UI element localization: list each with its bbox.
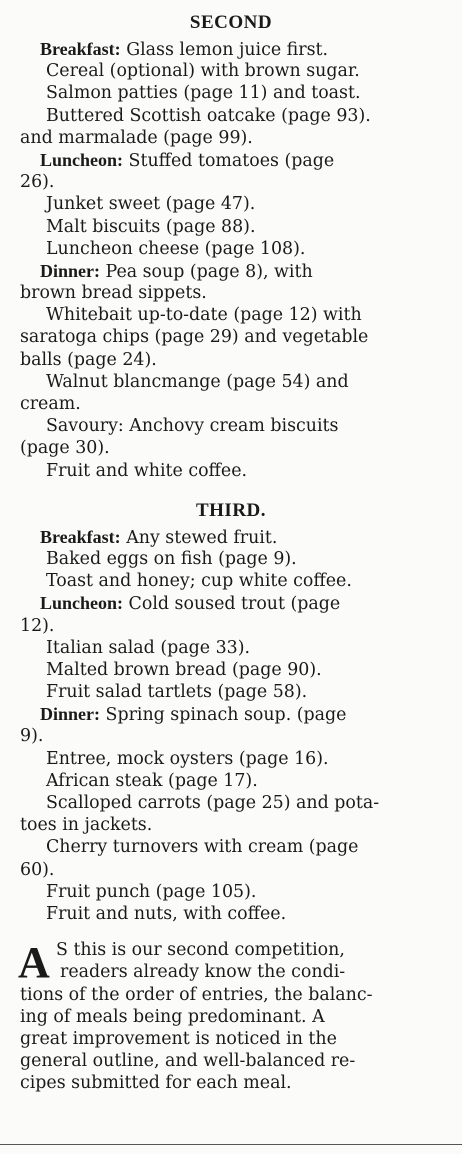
menu-line: toes in jackets. [20,815,153,836]
menu-line: 60). [20,859,55,880]
menu-line: (page 30). [20,438,110,459]
menu-line: Fruit salad tartlets (page 58). [46,682,308,703]
menu-line: Entree, mock oysters (page 16). [46,748,329,769]
luncheon-line [0,149,462,171]
intro-line: tions of the order of entries, the balanc- [20,984,373,1005]
menu-line: Luncheon cheese (page 108). [46,238,306,259]
menu-line: Walnut blancmange (page 54) and [46,371,349,392]
breakfast-text: Any stewed fruit. [120,527,278,548]
menu-line: Italian salad (page 33). [46,637,251,658]
dinner-label: Dinner: [40,260,100,281]
menu-line: Fruit punch (page 105). [46,881,257,902]
luncheon-text: Cold soused trout (page [123,594,341,615]
menu-line: 26). [20,172,55,193]
intro-line: ing of meals being predominant. A [20,1006,325,1027]
menu-line: Savoury: Anchovy cream biscuits [46,416,339,437]
menu-line: Salmon patties (page 11) and toast. [46,83,361,104]
dinner-line [0,703,462,725]
section-heading-second: SECOND [189,12,273,33]
luncheon-line [0,592,462,614]
menu-line: Toast and honey; cup white coffee. [46,571,352,592]
menu-line: cream. [20,394,81,414]
column-divider [0,1144,462,1145]
intro-line: cipes submitted for each meal. [20,1073,292,1094]
dinner-label: Dinner: [40,704,100,725]
luncheon-label: Luncheon: [40,149,124,170]
intro-paragraph [0,939,462,1094]
intro-line: general outline, and well-balanced re- [20,1051,356,1072]
menu-line: Malt biscuits (page 88). [46,216,256,237]
menu-line: Junket sweet (page 47). [46,194,256,215]
dinner-text: Pea soup (page 8), with [100,261,313,282]
dinner-line [0,260,462,282]
menu-line: Cherry turnovers with cream (page [46,837,359,858]
menu-line: Malted brown bread (page 90). [46,659,322,680]
breakfast-line [0,526,462,548]
dinner-text: Spring spinach soup. (page [100,705,347,726]
menu-line: Whitebait up-to-date (page 12) with [46,305,362,326]
section-heading-third: THIRD. [195,499,267,521]
menu-line: Fruit and nuts, with coffee. [46,903,287,924]
menu-line: African steak (page 17). [46,770,258,791]
menu-line: Buttered Scottish oatcake (page 93). [46,105,371,126]
menu-line: Baked eggs on fish (page 9). [46,548,297,569]
menu-line: saratoga chips (page 29) and vegetable [20,327,369,348]
breakfast-text: Glass lemon juice first. [120,40,329,60]
intro-line: great improvement is noticed in the [20,1028,337,1049]
menu-line: 12). [20,615,55,636]
breakfast-label: Breakfast: [40,39,121,59]
menu-line: Cereal (optional) with brown sugar. [46,61,360,82]
breakfast-label: Breakfast: [40,526,121,547]
menu-line: Scalloped carrots (page 25) and pota- [46,793,380,813]
breakfast-line [0,38,462,60]
menu-line: balls (page 24). [20,349,157,370]
intro-line: readers already know the condi- [60,962,346,983]
intro-line: S this is our second competition, [56,940,345,961]
luncheon-text: Stuffed tomatoes (page [123,150,335,171]
drop-cap: A [18,938,50,988]
menu-line: brown bread sippets. [20,283,207,304]
menu-line: 9). [20,726,44,747]
menu-line: and marmalade (page 99). [20,127,253,148]
luncheon-label: Luncheon: [40,593,124,614]
menu-line: Fruit and white coffee. [46,460,248,481]
